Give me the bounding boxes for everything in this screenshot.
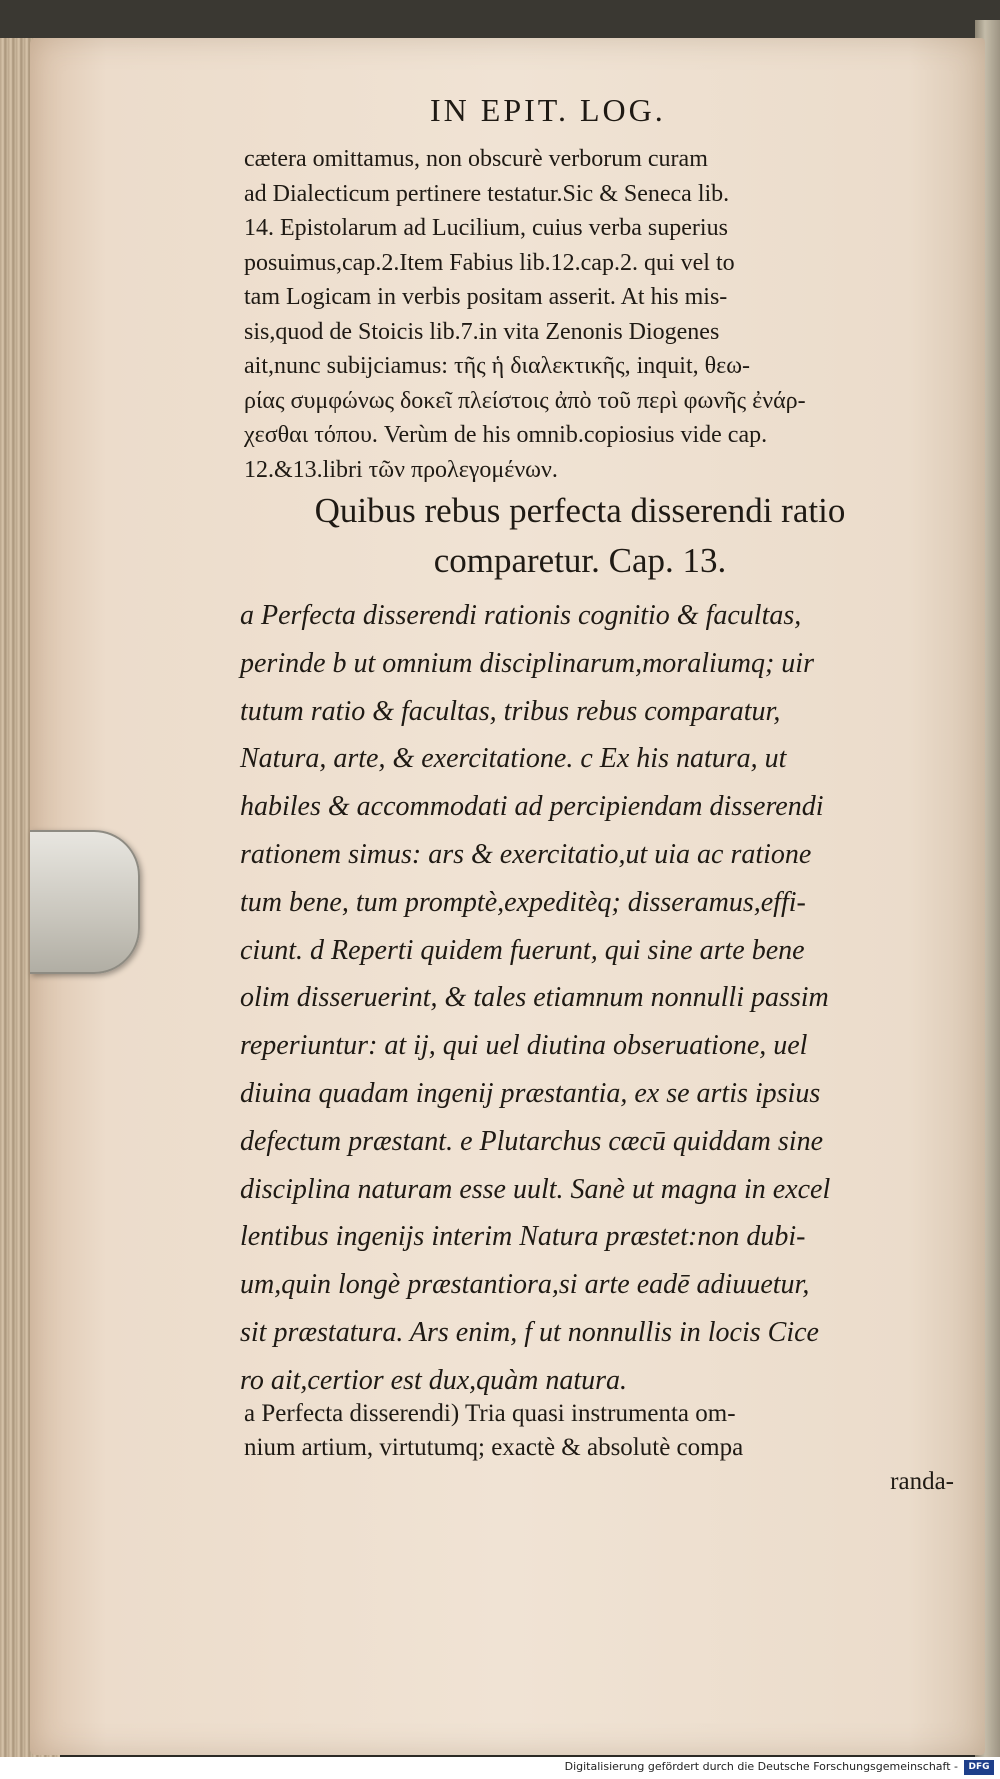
paragraph-1 [244,142,806,487]
text-line: ρίας συμφώνως δοκεῖ πλείστοις ἀπὸ τοῦ περὶ φωνῆς ἐνάρ- [244,387,806,414]
text-line: habiles & accommodati ad percipiendam disserendi [240,791,824,823]
chapter-heading [230,486,930,586]
text-line: posuimus,cap.2.Item Fabius lib.12.cap.2. qui vel to [244,249,735,276]
text-line: diuina quadam ingenij præstantia, ex se artis ipsius [240,1077,821,1109]
text-line: reperiuntur: at ij, qui uel diutina obseruatione, uel [240,1030,808,1062]
heading-line: Quibus rebus perfecta disserendi ratio [314,491,846,530]
text-line: sis,quod de Stoicis lib.7.in vita Zenonis Diogenes [244,318,720,345]
text-line: tutum ratio & facultas, tribus rebus comparatur, [240,695,781,727]
text-line: tum bene, tum promptè,expeditèq; disseramus,effi- [240,886,806,918]
text-line: a Perfecta disserendi) Tria quasi instrumenta om- [244,1400,736,1427]
text-line: χεσθαι τόπου. Verùm de his omnib.copiosius vide cap. [244,422,768,448]
text-line: rationem simus: ars & exercitatio,ut uia ac ratione [240,838,812,870]
text-line: ait,nunc subijciamus: τῆς ἡ διαλεκτικῆς, inquit, θεω- [244,353,750,379]
text-line: defectum præstant. e Plutarchus cæcū quiddam sine [240,1125,823,1157]
text-line: sit præstatura. Ars enim, f ut nonnullis in locis Cice [240,1316,819,1348]
dfg-logo-icon: DFG [964,1760,994,1775]
text-line: cætera omittamus, non obscurè verborum curam [244,146,708,172]
text-line: ad Dialecticum pertinere testatur.Sic & Seneca lib. [244,180,730,207]
text-line: ro ait,certior est dux,quàm natura. [240,1364,628,1396]
catchword: randa- [890,1468,954,1495]
commentary-note [244,1397,954,1499]
text-line: 12.&13.libri τῶν προλεγομένων. [244,456,558,483]
text-line: a Perfecta disserendi rationis cognitio & facultas, [240,600,802,631]
running-header: IN EPIT. LOG. [430,92,666,128]
main-text [240,592,830,1405]
text-line: olim disseruerint, & tales etiamnum nonnulli passim [240,982,829,1014]
text-line: tam Logicam in verbis positam asserit. At his mis- [244,284,728,310]
scan-background [0,0,1000,40]
heading-line: comparetur. Cap. 13. [433,541,727,580]
text-line: 14. Epistolarum ad Lucilium, cuius verba superius [244,215,728,241]
text-line: um,quin longè præstantiora,si arte eadē adiuuetur, [240,1269,810,1301]
funding-credit: Digitalisierung gefördert durch die Deutsche Forschungsgemeinschaft - [564,1760,958,1773]
text-line: disciplina naturam esse uult. Sanè ut magna in excel [240,1173,831,1205]
text-line: Natura, arte, & exercitatione. c Ex his natura, ut [240,743,787,775]
text-line: nium artium, virtutumq; exactè & absolutè compa [244,1434,744,1461]
text-line: ciunt. d Reperti quidem fuerunt, qui sine arte bene [240,934,805,966]
page-clip [30,830,140,974]
text-line: perinde b ut omnium disciplinarum,moraliumq; uir [240,647,814,679]
text-line: lentibus ingenijs interim Natura præstet:non dubi- [240,1221,806,1253]
